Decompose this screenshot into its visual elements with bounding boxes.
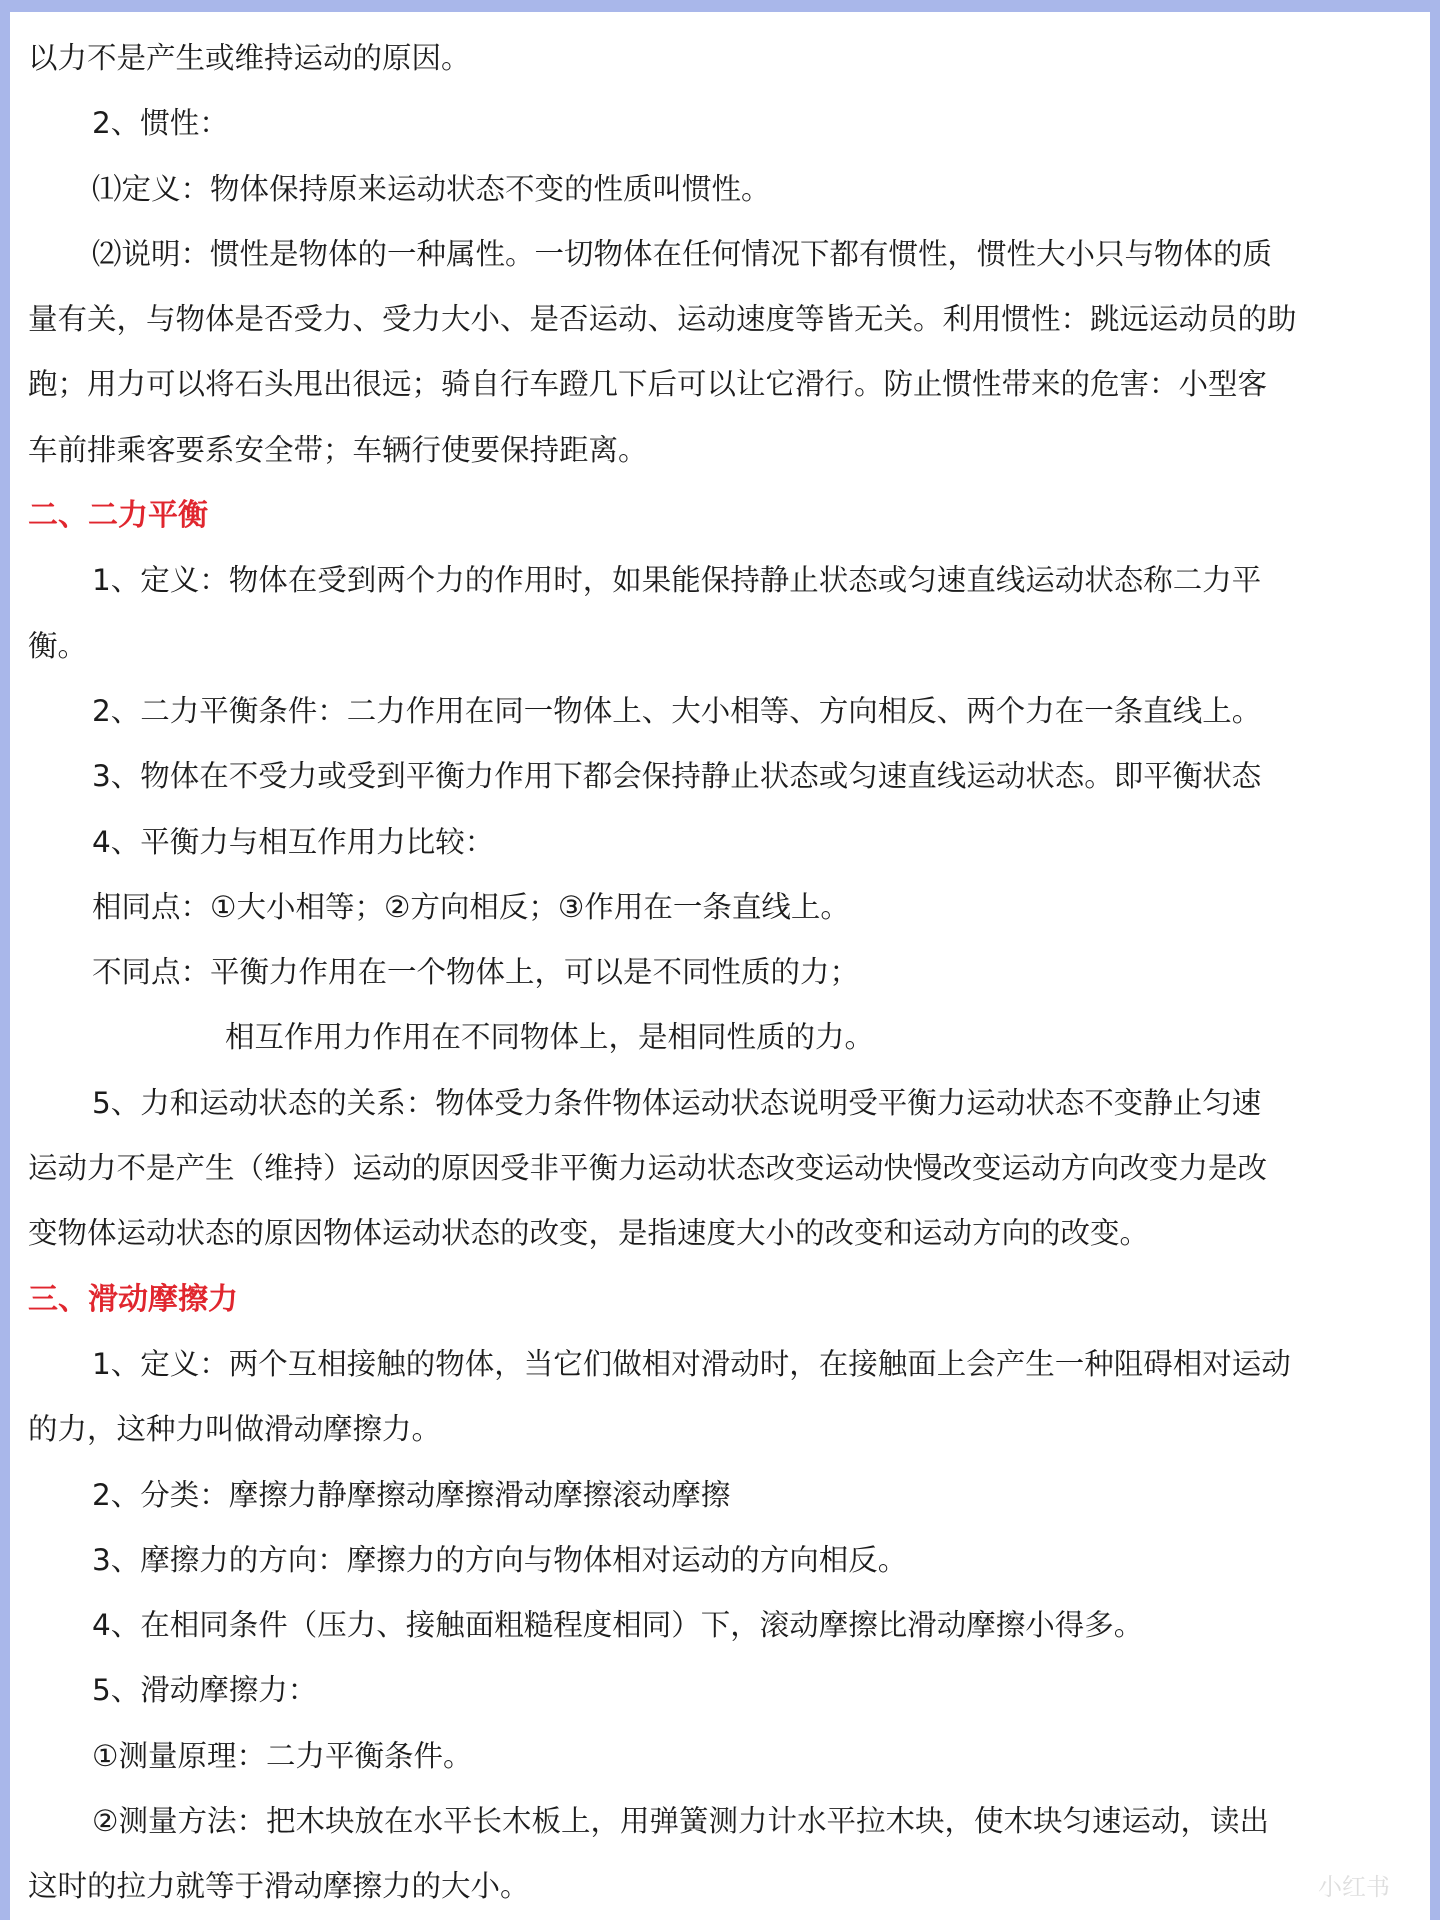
- text-line: 1、定义：物体在受到两个力的作用时，如果能保持静止状态或匀速直线运动状态称二力平: [92, 563, 1262, 598]
- text-line: ②测量方法：把木块放在水平长木板上，用弹簧测力计水平拉木块，使木块匀速运动，读出: [92, 1804, 1269, 1839]
- text-line: 2、惯性：: [92, 106, 229, 141]
- text-line: 相互作用力作用在不同物体上，是相同性质的力。: [225, 1020, 875, 1055]
- text-line: 3、摩擦力的方向：摩擦力的方向与物体相对运动的方向相反。: [92, 1542, 908, 1577]
- text-line: 跑；用力可以将石头甩出很远；骑自行车蹬几下后可以让它滑行。防止惯性带来的危害：小型客: [28, 367, 1268, 402]
- text-line: 2、分类：摩擦力静摩擦动摩擦滑动摩擦滚动摩擦: [92, 1477, 731, 1512]
- text-line: 车前排乘客要系安全带；车辆行使要保持距离。: [28, 432, 648, 467]
- text-line: 4、平衡力与相互作用力比较：: [92, 824, 495, 859]
- text-line: 这时的拉力就等于滑动摩擦力的大小。: [28, 1869, 530, 1904]
- text-line: ①测量原理：二力平衡条件。: [92, 1738, 473, 1773]
- text-line: 不同点：平衡力作用在一个物体上，可以是不同性质的力；: [92, 955, 860, 990]
- text-line: 1、定义：两个互相接触的物体，当它们做相对滑动时，在接触面上会产生一种阻碍相对运动: [92, 1346, 1291, 1381]
- text-line: 衡。: [28, 628, 88, 663]
- document-content: [28, 26, 1418, 1920]
- document-page: [10, 12, 1430, 1920]
- text-line: 相同点：①大小相等；②方向相反；③作用在一条直线上。: [92, 889, 850, 924]
- text-line: 的力，这种力叫做滑动摩擦力。: [28, 1412, 442, 1447]
- section-heading: 三、滑动摩擦力: [28, 1281, 238, 1317]
- text-line: ⑴定义：物体保持原来运动状态不变的性质叫惯性。: [92, 171, 771, 206]
- text-line: 5、力和运动状态的关系：物体受力条件物体运动状态说明受平衡力运动状态不变静止匀速: [92, 1085, 1262, 1120]
- text-line: 量有关，与物体是否受力、受力大小、是否运动、运动速度等皆无关。利用惯性：跳远运动员的助: [28, 302, 1297, 337]
- text-line: 4、在相同条件（压力、接触面粗糙程度相同）下，滚动摩擦比滑动摩擦小得多。: [92, 1608, 1144, 1643]
- text-line: 变物体运动状态的原因物体运动状态的改变，是指速度大小的改变和运动方向的改变。: [28, 1216, 1150, 1251]
- watermark: 小红书: [1318, 1873, 1390, 1901]
- text-line: ⑵说明：惯性是物体的一种属性。一切物体在任何情况下都有惯性，惯性大小只与物体的质: [92, 236, 1273, 271]
- text-line: 运动力不是产生（维持）运动的原因受非平衡力运动状态改变运动快慢改变运动方向改变力是改: [28, 1151, 1268, 1186]
- text-line: 5、滑动摩擦力：: [92, 1673, 318, 1708]
- text-line: 以力不是产生或维持运动的原因。: [28, 41, 471, 75]
- section-heading: 二、二力平衡: [28, 498, 208, 534]
- text-line: 2、二力平衡条件：二力作用在同一物体上、大小相等、方向相反、两个力在一条直线上。: [92, 693, 1262, 728]
- text-line: 3、物体在不受力或受到平衡力作用下都会保持静止状态或匀速直线运动状态。即平衡状态: [92, 759, 1262, 794]
